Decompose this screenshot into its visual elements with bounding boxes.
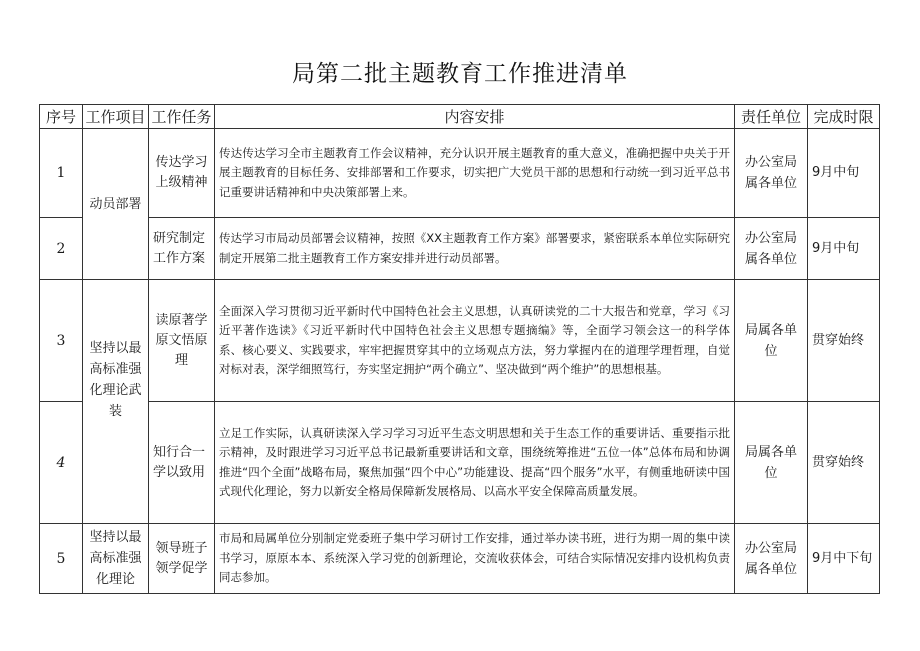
row-unit: 办公室局属各单位: [735, 524, 808, 594]
header-unit: 责任单位: [735, 105, 808, 129]
row-seq: 4: [40, 402, 83, 524]
row-content: 传达学习市局动员部署会议精神，按照《XX主题教育工作方案》部署要求，紧密联系本单位实际研究制定开展第二批主题教育工作方案安排并进行动员部署。: [215, 218, 735, 280]
row-unit: 办公室局属各单位: [735, 218, 808, 280]
document-title: 局第二批主题教育工作推进清单: [292, 61, 628, 87]
table-header-row: [40, 105, 880, 129]
table-row: [40, 524, 880, 594]
header-project: 工作项目: [83, 105, 149, 129]
row-content: 市局和局属单位分别制定党委班子集中学习研讨工作安排，通过举办读书班，进行为期一周的集中读书学习，原原本本、系统深入学习党的创新理论，交流收获体会，可结合实际情况安排内设机构负责同志参加。: [215, 524, 735, 594]
row-task: 领导班子领学促学: [149, 524, 215, 594]
row-content: 传达传达学习全市主题教育工作会议精神，充分认识开展主题教育的重大意义，准确把握中央关于开展主题教育的目标任务、安排部署和工作要求，切实把广大党员干部的思想和行动统一到习近平总书记重要讲话精神和中央决策部署上来。: [215, 129, 735, 218]
project-mobilize: 动员部署: [83, 129, 149, 280]
header-deadline: 完成时限: [808, 105, 880, 129]
row-content: 全面深入学习贯彻习近平新时代中国特色社会主义思想，认真研读党的二十大报告和党章，学习《习近平著作选读》《习近平新时代中国特色社会主义思想专题摘编》等，全面学习领会这一的科学体系、核心要义、实践要求，牢牢把握贯穿其中的立场观点方法，努力掌握内在的道理学理哲理，自觉对标对表，深学细照笃行，夯实坚定拥护“两个确立”、坚决做到“两个维护”的思想根基。: [215, 280, 735, 402]
header-content: 内容安排: [215, 105, 735, 129]
project-theory-bottom: 化理论武装: [89, 383, 142, 419]
project-theory: [83, 280, 149, 524]
table-row: [40, 129, 880, 218]
header-task: 工作任务: [149, 105, 215, 129]
row-unit: 局属各单位: [735, 280, 808, 402]
row-content: 立足工作实际，认真研读深入学习学习习近平生态文明思想和关于生态工作的重要讲话、重要指示批示精神，及时跟进学习习近平总书记最新重要讲话和文章，围绕统筹推进“五位一体”总体布局和协调推进“四个全面”战略布局，聚焦加强“四个中心”功能建设、提高“四个服务”水平，有侧重地研读中国式现代化理论，努力以新安全格局保障新发展格局、以高水平安全保障高质量发展。: [215, 402, 735, 524]
header-seq: 序号: [40, 105, 83, 129]
row-deadline: 9月中旬: [808, 218, 880, 280]
row-seq: 2: [40, 218, 83, 280]
row-deadline: 9月中旬: [808, 129, 880, 218]
table-row: [40, 218, 880, 280]
row-task: 研究制定工作方案: [149, 218, 215, 280]
row-deadline: 贯穿始终: [808, 402, 880, 524]
project-theory-2: 坚持以最高标准强化理论: [83, 524, 149, 594]
row-deadline: 贯穿始终: [808, 280, 880, 402]
table-row: [40, 402, 880, 524]
table-row: [40, 280, 880, 402]
row-task: 读原著学原文悟原理: [149, 280, 215, 402]
row-unit: 办公室局属各单位: [735, 129, 808, 218]
work-plan-table: [39, 104, 880, 594]
row-seq: 3: [40, 280, 83, 402]
row-unit: 局属各单位: [735, 402, 808, 524]
row-seq: 5: [40, 524, 83, 594]
row-task: 传达学习上级精神: [149, 129, 215, 218]
row-task: 知行合一学以致用: [149, 402, 215, 524]
row-seq: 1: [40, 129, 83, 218]
row-deadline: 9月中下旬: [808, 524, 880, 594]
project-theory-top: 坚持以最高标准强: [89, 341, 142, 377]
